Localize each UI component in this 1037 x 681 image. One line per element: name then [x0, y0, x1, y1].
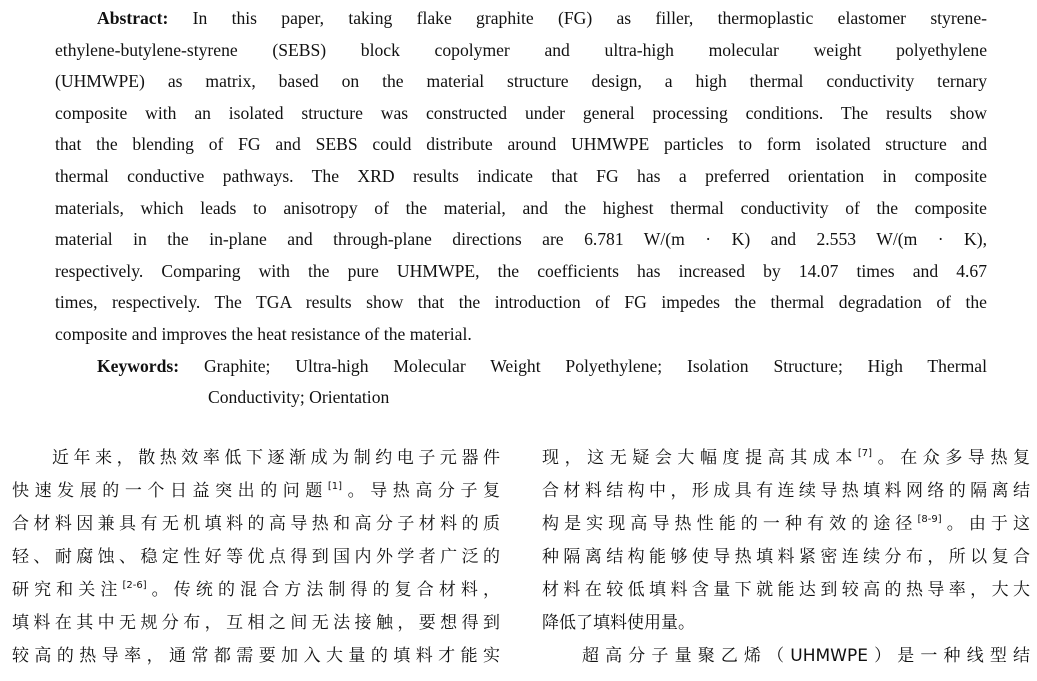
abstract-line-6: thermal conductive pathways. The XRD results indicate that FG has a preferred orientation in composite — [55, 165, 987, 186]
citation-ref: [7] — [857, 448, 873, 459]
abstract-line-10: times, respectively. The TGA results show that the introduction of FG impedes the thermal degradation of the — [55, 292, 987, 313]
body-right-line-2: 合材料结构中，形成具有连续导热填料网络的隔离结 — [542, 481, 1030, 501]
abstract-line-7: materials, which leads to anisotropy of the material, and the highest thermal conductivity of the composite — [55, 197, 987, 218]
citation-ref: [1] — [327, 481, 343, 492]
keywords-line-1: Keywords: Graphite; Ultra-high Molecular Weight Polyethylene; Isolation Structure; High Thermal — [97, 355, 987, 376]
body-right-line-4: 种隔离结构能够使导热填料紧密连续分布，所以复合 — [542, 547, 1030, 567]
abstract-line-4: composite with an isolated structure was constructed under general processing conditions. The results show — [55, 102, 987, 123]
keywords-line-2: Conductivity; Orientation — [208, 387, 390, 408]
body-right-line-3: 构是实现高导热性能的一种有效的途径[8-9]。由于这 — [542, 514, 1031, 534]
body-left-line-6: 填料在其中无规分布，互相之间无法接触，要想得到 — [12, 613, 500, 633]
abstract-line-9: respectively. Comparing with the pure UHMWPE, the coefficients has increased by 14.07 times and 4.67 — [55, 260, 987, 281]
body-column-left — [12, 442, 500, 673]
body-right-line-6: 降低了填料使用量。 — [542, 613, 695, 633]
body-column-right — [542, 442, 1030, 673]
abstract-line-3: (UHMWPE) as matrix, based on the material structure design, a high thermal conductivity ternary — [55, 71, 987, 92]
body-left-line-3: 合材料因兼具有无机填料的高导热和高分子材料的质 — [12, 514, 500, 534]
abstract-line-11: composite and improves the heat resistance of the material. — [55, 323, 472, 344]
abstract-line-1: Abstract: In this paper, taking flake graphite (FG) as filler, thermoplastic elastomer styrene- — [97, 8, 987, 28]
citation-ref: [2-6] — [122, 580, 147, 591]
abstract-section — [55, 3, 987, 414]
abstract-line-8: material in the in-plane and through-plane directions are 6.781 W/(m · K) and 2.553 W/(m · K), — [55, 229, 987, 250]
body-left-line-4: 轻、耐腐蚀、稳定性好等优点得到国内外学者广泛的 — [12, 547, 500, 567]
body-left-line-5: 研究和关注[2-6]。传统的混合方法制得的复合材料， — [12, 580, 501, 600]
abstract-label: Abstract: — [97, 8, 169, 28]
body-right-line-1: 现，这无疑会大幅度提高其成本[7]。在众多导热复 — [542, 448, 1031, 468]
body-left-line-7: 较高的热导率，通常都需要加入大量的填料才能实 — [12, 646, 500, 666]
citation-ref: [8-9] — [917, 514, 942, 525]
abstract-line-5: that the blending of FG and SEBS could distribute around UHMWPE particles to form isolated structure and — [55, 134, 987, 155]
body-right-line-5: 材料在较低填料含量下就能达到较高的热导率，大大 — [542, 580, 1030, 600]
body-left-line-1: 近年来，散热效率低下逐渐成为制约电子元器件 — [52, 448, 500, 468]
body-left-line-2: 快速发展的一个日益突出的问题[1]。导热高分子复 — [12, 481, 501, 501]
body-right-line-7: 超高分子量聚乙烯（UHMWPE）是一种线型结 — [582, 646, 1030, 666]
keywords-label: Keywords: — [97, 355, 180, 376]
abstract-line-2: ethylene-butylene-styrene (SEBS) block copolymer and ultra-high molecular weight polyethylene — [55, 39, 987, 60]
